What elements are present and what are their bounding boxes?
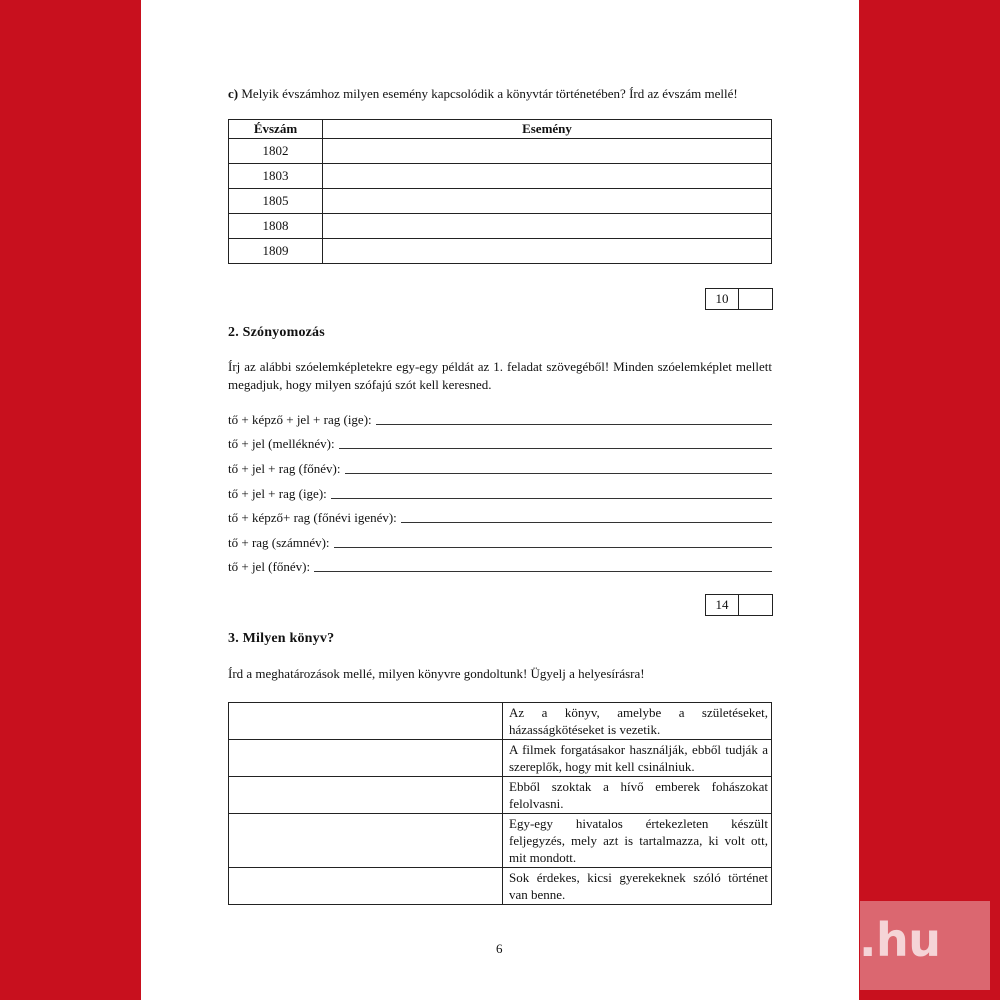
year-cell: 1803	[229, 164, 323, 189]
task-c-label: c)	[228, 86, 239, 101]
table-row	[229, 777, 772, 814]
book-definitions-table	[228, 702, 772, 905]
table-row	[229, 164, 772, 189]
answer-blank[interactable]	[334, 547, 772, 548]
score-box-task-2	[705, 594, 773, 616]
formula-label: tő + jel + rag (ige):	[228, 486, 327, 501]
event-answer-cell[interactable]	[323, 189, 772, 214]
answer-blank[interactable]	[345, 473, 773, 474]
score-max-points: 10	[706, 289, 739, 309]
table-row	[229, 868, 772, 905]
event-answer-cell[interactable]	[323, 164, 772, 189]
formula-label: tő + jel + rag (főnév):	[228, 461, 341, 476]
formula-answer-line	[228, 508, 772, 526]
formula-answer-line	[228, 410, 772, 428]
year-cell: 1808	[229, 214, 323, 239]
formula-label: tő + jel (főnév):	[228, 559, 311, 574]
table-row	[229, 139, 772, 164]
answer-blank[interactable]	[376, 424, 772, 425]
definition-cell: Ebből szoktak a hívő emberek fohászokat felolvasni.	[503, 777, 772, 814]
answer-blank[interactable]	[331, 498, 772, 499]
table-row	[229, 239, 772, 264]
score-earned-field[interactable]	[739, 595, 772, 615]
page-number: 6	[496, 941, 503, 956]
table-row	[229, 814, 772, 868]
section-2-title: 2. Szónyomozás	[228, 325, 325, 340]
answer-blank[interactable]	[339, 448, 772, 449]
formula-answer-line	[228, 459, 772, 477]
formula-label: tő + jel (melléknév):	[228, 436, 335, 451]
score-max-points: 14	[706, 595, 739, 615]
event-column-header: Esemény	[323, 120, 772, 139]
definition-cell: Az a könyv, amelybe a születéseket, házasságkötéseket is vezetik.	[503, 703, 772, 740]
year-cell: 1809	[229, 239, 323, 264]
table-row	[229, 740, 772, 777]
book-answer-cell[interactable]	[229, 740, 503, 777]
formula-answer-line	[228, 434, 772, 452]
score-earned-field[interactable]	[739, 289, 772, 309]
years-table-header-row	[229, 120, 772, 139]
formula-label: tő + képző+ rag (főnévi igenév):	[228, 510, 397, 525]
definition-cell: A filmek forgatásakor használják, ebből tudják a szereplők, hogy mit kell csinálniuk.	[503, 740, 772, 777]
years-events-table	[228, 119, 772, 264]
formula-label: tő + rag (számnév):	[228, 535, 330, 550]
formula-answer-line	[228, 557, 772, 575]
event-answer-cell[interactable]	[323, 239, 772, 264]
table-row	[229, 703, 772, 740]
definition-cell: Egy-egy hivatalos értekezleten készült feljegyzés, mely azt is tartalmazza, ki volt ott, mit mondott.	[503, 814, 772, 868]
year-column-header: Évszám	[229, 120, 323, 139]
answer-blank[interactable]	[401, 522, 772, 523]
score-box-task-1	[705, 288, 773, 310]
book-answer-cell[interactable]	[229, 868, 503, 905]
formula-answer-line	[228, 533, 772, 551]
event-answer-cell[interactable]	[323, 214, 772, 239]
definition-cell: Sok érdekes, kicsi gyerekeknek szóló történet van benne.	[503, 868, 772, 905]
section-2-instructions: Írj az alábbi szóelemképletekre egy-egy példát az 1. feladat szövegéből! Minden szóelemképlet mellett megadjuk, hogy milyen szófajú szót kell keresned.	[228, 359, 772, 392]
section-3-title: 3. Milyen könyv?	[228, 631, 335, 646]
event-answer-cell[interactable]	[323, 139, 772, 164]
watermark-logo: tinta.hu	[738, 913, 941, 967]
book-answer-cell[interactable]	[229, 814, 503, 868]
task-c-text: Melyik évszámhoz milyen esemény kapcsolódik a könyvtár történetében? Írd az évszám mellé!	[238, 86, 738, 101]
section-3-instructions: Írd a meghatározások mellé, milyen könyvre gondoltunk! Ügyelj a helyesírásra!	[228, 666, 645, 681]
answer-blank[interactable]	[314, 571, 772, 572]
book-answer-cell[interactable]	[229, 777, 503, 814]
formula-label: tő + képző + jel + rag (ige):	[228, 412, 372, 427]
table-row	[229, 189, 772, 214]
year-cell: 1802	[229, 139, 323, 164]
table-row	[229, 214, 772, 239]
book-answer-cell[interactable]	[229, 703, 503, 740]
task-c-question	[228, 86, 738, 102]
formula-answer-line	[228, 484, 772, 502]
year-cell: 1805	[229, 189, 323, 214]
